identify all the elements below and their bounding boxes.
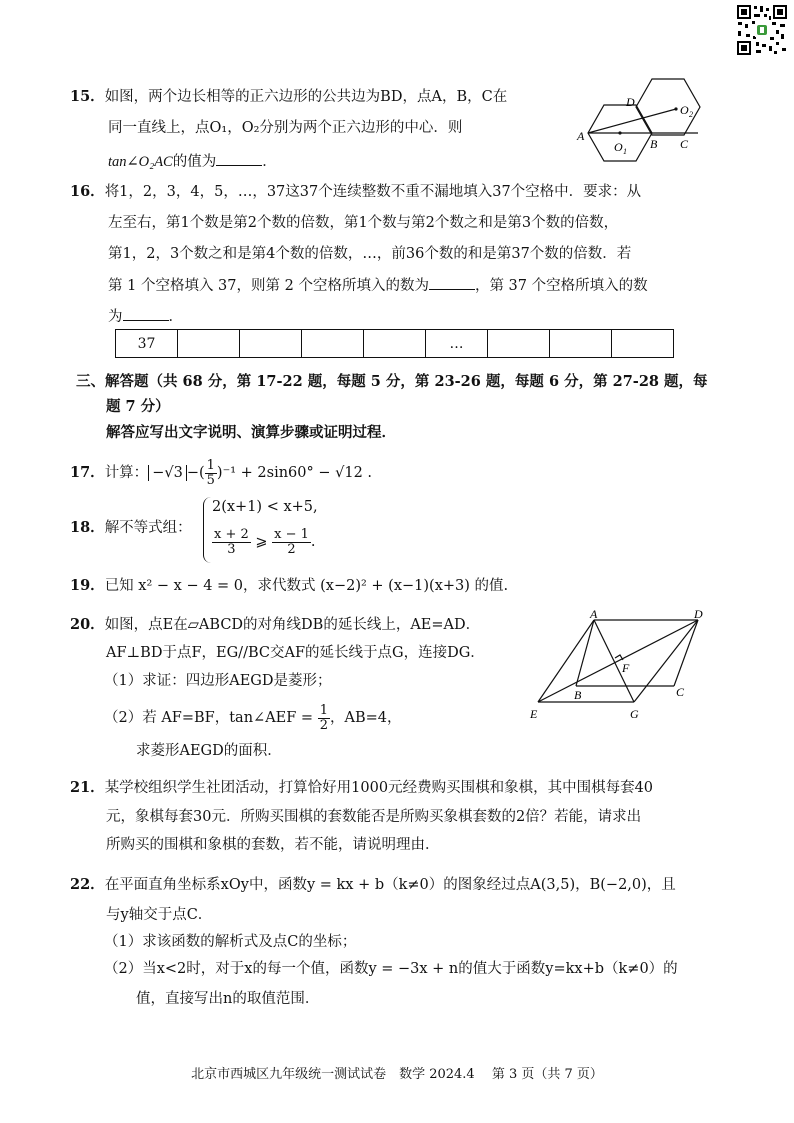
q22-line1 bbox=[70, 875, 676, 895]
section3-note: 解答应写出文字说明、演算步骤或证明过程． bbox=[106, 424, 396, 441]
q21-number: 21． bbox=[70, 779, 105, 796]
q16-answer-blank-1 bbox=[429, 275, 475, 290]
q15-label-o1: O bbox=[614, 140, 623, 154]
page-footer: 北京市西城区九年级统一测试试卷 数学 2024.4 第 3 页（共 7 页） bbox=[191, 1067, 603, 1082]
q18-inequality-1: 2(x+1) < x+5, bbox=[212, 499, 318, 515]
q19-line bbox=[70, 576, 508, 596]
q22-number: 22． bbox=[70, 876, 105, 893]
q18-geq: ⩾ bbox=[255, 534, 268, 550]
grid-cell: 37 bbox=[116, 330, 178, 358]
q15-label-o2: O bbox=[680, 103, 689, 117]
q20-fraction-den: 2 bbox=[319, 717, 328, 733]
q15-answer-blank bbox=[216, 151, 262, 166]
q15-label-d: D bbox=[626, 95, 635, 109]
q16-text-4b: ，第 37 个空格所填入的数 bbox=[474, 278, 648, 294]
q15-label-o2-sub: 2 bbox=[689, 110, 693, 119]
q15-text-3: 的值为 bbox=[172, 154, 217, 170]
q16-number: 16． bbox=[70, 183, 105, 200]
section3-title: 三、解答题（共 68 分，第 17-22 题，每题 5 分，第 23-26 题，每题 6 分，第 27-28 题，每 bbox=[76, 373, 708, 390]
q15-label-b: B bbox=[650, 137, 658, 151]
q16-line1 bbox=[70, 182, 641, 202]
q18-inequality-2 bbox=[212, 526, 316, 558]
q16-line5 bbox=[108, 306, 183, 327]
q16-answer-blank-2 bbox=[123, 306, 169, 321]
q20-line5: 求菱形AEGD的面积． bbox=[136, 743, 282, 759]
q17-lead: 计算： bbox=[104, 465, 149, 481]
q17-paren-open: −( bbox=[186, 465, 205, 481]
q18-end: . bbox=[310, 534, 316, 550]
q15-text-2: 同一直线上，点O₁，O₂分别为两个正六边形的中心．则 bbox=[108, 120, 463, 136]
q20-text-4b: ，AB=4， bbox=[329, 710, 402, 726]
q17-number: 17． bbox=[70, 464, 105, 481]
section3-title-cont: 题 7 分） bbox=[106, 398, 170, 415]
qr-code-image bbox=[736, 4, 788, 56]
q18-fraction-1 bbox=[212, 528, 251, 557]
q20-line2: AF⊥BD于点F，EG//BC交AF的延长线于点G，连接DG． bbox=[106, 645, 485, 661]
q16-number-grid bbox=[115, 329, 674, 358]
q22-line2: 与y轴交于点C． bbox=[106, 907, 213, 923]
q17-fraction-den: 5 bbox=[206, 472, 215, 488]
q21-text-1: 某学校组织学生社团活动，打算恰好用1000元经费购买围棋和象棋，其中围棋每套40 bbox=[104, 780, 654, 796]
q21-line3: 所购买的围棋和象棋的套数，若不能，请说明理由． bbox=[106, 837, 440, 853]
q21-line1 bbox=[70, 778, 653, 798]
q17-exponent: )⁻¹ bbox=[216, 465, 237, 481]
q17-line bbox=[70, 458, 372, 488]
q16-line3 bbox=[108, 244, 631, 264]
grid-cell bbox=[550, 330, 612, 358]
grid-cell bbox=[488, 330, 550, 358]
q20-label-a: A bbox=[590, 608, 598, 621]
q15-text-1: 如图，两个边长相等的正六边形的公共边为BD，点A，B，C在 bbox=[104, 89, 508, 105]
grid-cell bbox=[178, 330, 240, 358]
q15-label-c: C bbox=[680, 137, 689, 151]
q18-frac1-den: 3 bbox=[227, 541, 236, 557]
q22-line5: 值，直接写出n的取值范围． bbox=[136, 991, 320, 1007]
q20-fraction-num: 1 bbox=[319, 702, 328, 718]
q20-text-4a: （2）若 AF=BF，tan∠AEF = bbox=[104, 710, 314, 726]
grid-cell bbox=[302, 330, 364, 358]
q16-text-4a: 第 1 个空格填入 37，则第 2 个空格所填入的数为 bbox=[108, 278, 429, 294]
q18-frac2-num: x − 1 bbox=[274, 526, 309, 542]
q18-lead: 解不等式组： bbox=[104, 520, 192, 536]
q20-line1 bbox=[70, 615, 480, 635]
q19-number: 19． bbox=[70, 577, 105, 594]
q16-line4 bbox=[108, 275, 648, 296]
q17-fraction bbox=[205, 459, 217, 488]
q17-abs-value: −√3 bbox=[148, 465, 187, 481]
q20-label-c: C bbox=[676, 685, 685, 699]
q17-rest: + 2sin60° − √12 . bbox=[240, 465, 373, 481]
q18-lead-line bbox=[70, 518, 192, 538]
q17-fraction-num: 1 bbox=[206, 457, 215, 473]
q20-line3: （1）求证：四边形AEGD是菱形； bbox=[104, 673, 332, 689]
q15-hexagon-figure bbox=[574, 76, 724, 168]
q20-number: 20． bbox=[70, 616, 105, 633]
q20-rhombus-figure bbox=[528, 608, 718, 724]
q16-text-3: 第1，2，3个数之和是第4个数的倍数，…，前36个数的和是第37个数的倍数．若 bbox=[108, 246, 632, 262]
q20-label-f: F bbox=[622, 661, 630, 675]
q15-line2 bbox=[108, 118, 462, 138]
q22-line3: （1）求该函数的解析式及点C的坐标； bbox=[104, 934, 357, 950]
q21-line2: 元，象棋每套30元．所购买围棋的套数能否是所购买象棋套数的2倍？若能，请求出 bbox=[106, 809, 642, 825]
q16-line2 bbox=[108, 213, 618, 233]
q19-text: 已知 x² − x − 4 = 0，求代数式 (x−2)² + (x−1)(x+3) 的值. bbox=[104, 578, 509, 594]
q15-label-o1-sub: 1 bbox=[623, 147, 627, 156]
q15-number: 15． bbox=[70, 88, 105, 105]
q18-fraction-2 bbox=[272, 528, 311, 557]
q20-label-d: D bbox=[694, 608, 703, 621]
q15-expression: tan∠O₂AC bbox=[108, 154, 173, 170]
q20-fraction bbox=[318, 704, 330, 733]
q18-number: 18． bbox=[70, 519, 105, 536]
q20-label-e: E bbox=[530, 707, 538, 721]
q18-frac1-num: x + 2 bbox=[214, 526, 249, 542]
q20-line4 bbox=[104, 703, 401, 733]
q18-frac2-den: 2 bbox=[287, 541, 296, 557]
q16-text-5a: 为 bbox=[108, 309, 123, 325]
grid-cell: … bbox=[426, 330, 488, 358]
grid-cell bbox=[240, 330, 302, 358]
q20-text-1: 如图，点E在▱ABCD的对角线DB的延长线上，AE=AD． bbox=[104, 617, 481, 633]
grid-cell bbox=[364, 330, 426, 358]
q15-label-a: A bbox=[577, 129, 585, 143]
q20-label-b: B bbox=[574, 688, 582, 702]
grid-cell bbox=[612, 330, 674, 358]
q16-text-2: 左至右，第1个数是第2个数的倍数，第1个数与第2个数之和是第3个数的倍数， bbox=[108, 215, 619, 231]
q15-line3 bbox=[108, 151, 277, 172]
q16-text-5b: ． bbox=[168, 309, 183, 325]
q20-label-g: G bbox=[630, 707, 639, 721]
q15-line1 bbox=[70, 87, 507, 107]
q22-line4: （2）当x<2时，对于x的每一个值，函数y = −3x + n的值大于函数y=kx+b（k≠0）的 bbox=[104, 961, 678, 977]
q15-period: ． bbox=[262, 154, 277, 170]
q16-text-1: 将1，2，3，4，5，…，37这37个连续整数不重不漏地填入37个空格中．要求：从 bbox=[104, 184, 642, 200]
q22-text-1: 在平面直角坐标系xOy中，函数y = kx + b（k≠0）的图象经过点A(3,5)，B(−2,0)，且 bbox=[104, 877, 676, 893]
